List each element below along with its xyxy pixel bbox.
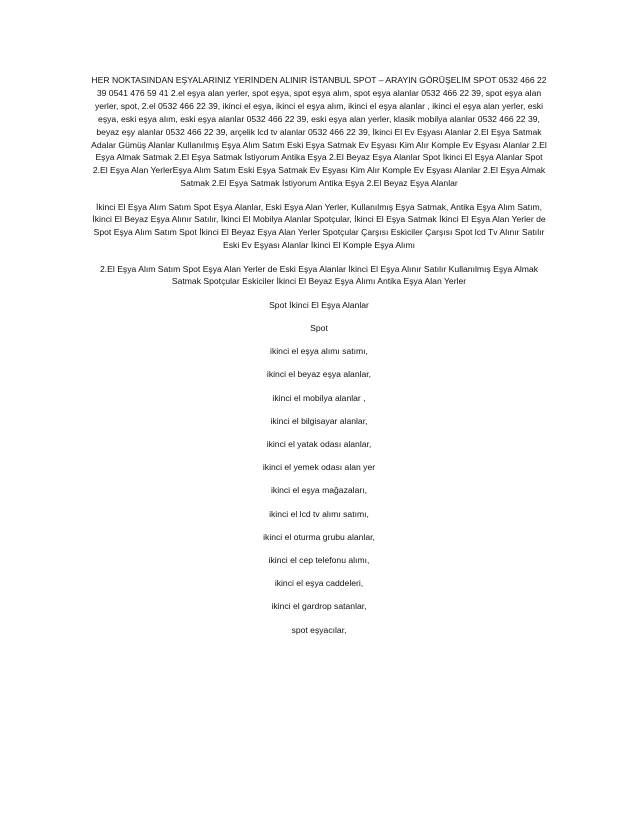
list-line: ikinci el eşya mağazaları,	[270, 485, 367, 496]
list-line: ikinci el bilgisayar alanlar,	[270, 415, 368, 426]
list-line: Spot İkinci El Eşya Alanlar	[269, 299, 369, 310]
list-line: ikinci el oturma grubu alanlar,	[263, 531, 375, 542]
list-line: Spot	[310, 322, 328, 333]
list-line: ikinci el mobilya alanlar ,	[272, 392, 366, 403]
list-line: ikinci el eşya caddeleri,	[274, 578, 364, 589]
paragraph-intro: HER NOKTASINDAN EŞYALARINIZ YERİNDEN ALINIR İSTANBUL SPOT – ARAYIN GÖRÜŞELİM SPOT 0532 466 22 39 0541 476 59 41 2.el eşya alan yerler, spot eşya, spot eşya alım, spot eşya alanlar 0532 466 22 39, spot eşya alan yerler, spot, 2.el 0532 466 22 39, ikinci el eşya, ikinci el eşya alım, ikinci el eşya alanlar , ikinci el eşya alan yerler, eski eşya, eski eşya alım, eski eşya alanlar 0532 466 22 39, eski eşya alan yerler, klasik mobilya alanlar 0532 466 22 39, beyaz eşy alanlar 0532 466 22 39, arçelik lcd tv alanlar 0532 466 22 39, İkinci El Ev Eşyası Alanlar 2.El Eşya Satmak Adalar Gümüş Alanlar Kullanılmış Eşya Alım Satım Eski Eşya Satmak Ev Eşyası Kim Alır Komple Ev Eşyası Alanlar 2.El Eşya Almak Satmak 2.El Eşya Satmak İstiyorum Antika Eşya 2.El Beyaz Eşya Alanlar Spot İkinci El Eşya Alanlar Spot 2.El Eşya Alan YerlerEşya Alım Satım Eski Eşya Satmak Ev Eşyası Kim Alır Komple Ev Eşyası Alanlar 2.El Eşya Almak Satmak 2.El Eşya Satmak İstiyorum Antika Eşya 2.El Beyaz Eşya Alanlar	[91, 75, 547, 189]
list-line: spot eşyacılar,	[291, 624, 347, 635]
list-line: ikinci el cep telefonu alımı,	[268, 555, 370, 565]
list-line: ikinci el yemek odası alan yer	[262, 462, 376, 473]
list-line: ikinci el gardrop satanlar,	[271, 601, 367, 612]
document-body	[88, 74, 550, 647]
list-line: ikinci el yatak odası alanlar,	[266, 438, 372, 449]
paragraph-third: 2.El Eşya Alım Satım Spot Eşya Alan Yerler de Eski Eşya Alanlar İkinci El Eşya Alınır Satılır Kullanılmış Eşya Almak Satmak Spotçular Eskiciler İkinci El Beyaz Eşya Alımı Antika Eşya Alan Yerler	[100, 263, 538, 287]
centered-list	[88, 299, 550, 637]
list-line: ikinci el beyaz eşya alanlar,	[266, 369, 372, 380]
list-line: ikinci el eşya alımı satımı,	[270, 346, 368, 357]
list-line: ikinci el lcd tv alımı satımı,	[269, 508, 369, 519]
paragraph-second: İkinci El Eşya Alım Satım Spot Eşya Alanlar, Eski Eşya Alan Yerler, Kullanılmış Eşya Satmak, Antika Eşya Alım Satım, İkinci El Beyaz Eşya Alınır Satılır, İkinci El Mobilya Alanlar Spotçular, İkinci El Eşya Satmak İkinci El Eşya Alan Yerler de Spot Eşya Alım Satım Spot İkinci El Beyaz Eşya Alan Yerler Spotçular Çarşısı Eskiciler Çarşısı Spot lcd Tv Alınır Satılır Eski Ev Eşyası Alanlar İkinci El Komple Eşya Alımı	[92, 201, 546, 251]
